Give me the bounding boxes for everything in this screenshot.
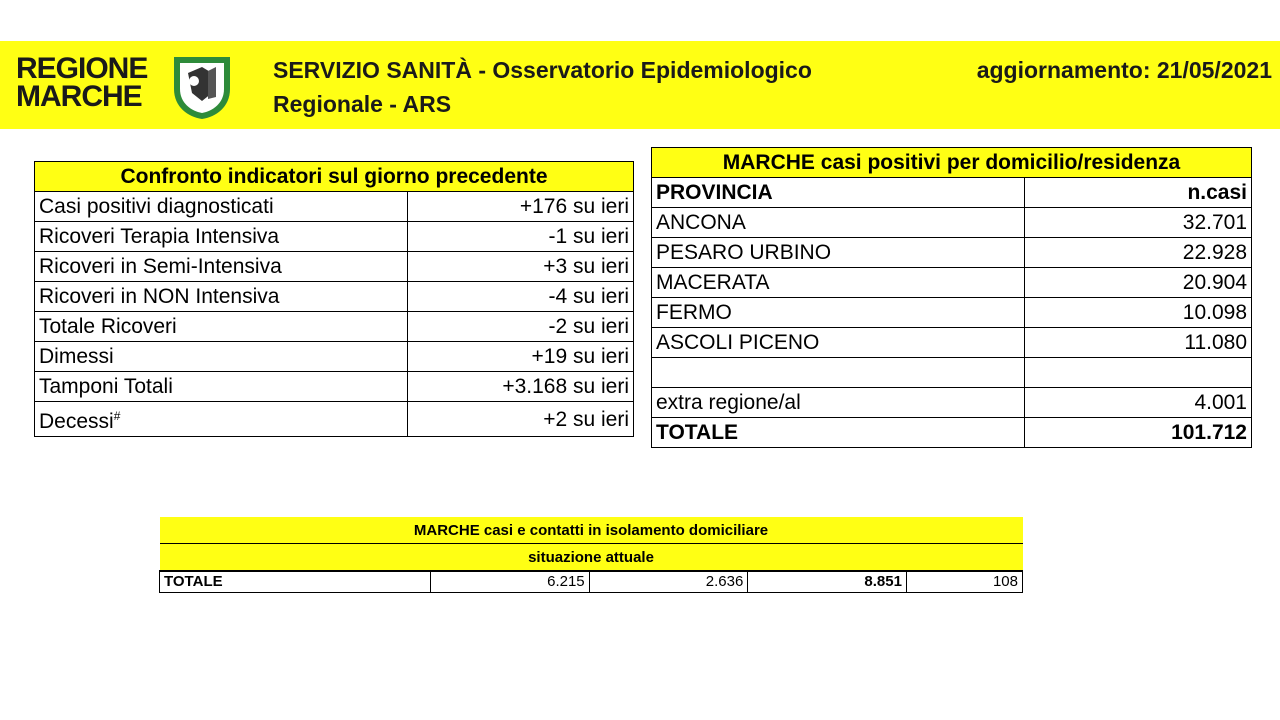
province-cases: 10.098 — [1025, 298, 1252, 328]
indicator-row — [35, 192, 634, 222]
logo-line-2: MARCHE — [16, 80, 142, 113]
provinces-total-label: TOTALE — [652, 418, 1025, 448]
indicator-label — [35, 372, 408, 402]
indicator-label-text: Totale Ricoveri — [39, 315, 177, 338]
isolation-value-cell: 2.636 — [589, 571, 748, 593]
indicator-row — [35, 252, 634, 282]
indicator-label-text: Tamponi Totali — [39, 375, 173, 398]
provinces-table-body — [652, 208, 1252, 418]
provinces-table — [651, 147, 1252, 448]
isolation-value-cell: 8.851 — [748, 571, 907, 593]
province-name: ASCOLI PICENO — [652, 328, 1025, 358]
province-name — [652, 358, 1025, 388]
indicator-value: +2 su ieri — [408, 402, 634, 437]
logo-line-1: REGIONE — [16, 52, 148, 85]
indicator-value: -1 su ieri — [408, 222, 634, 252]
indicators-table — [34, 161, 634, 437]
region-emblem-icon — [168, 53, 236, 121]
isolation-value-cell: 6.215 — [431, 571, 590, 593]
footnote-marker: # — [113, 409, 121, 423]
province-row — [652, 238, 1252, 268]
indicator-value: +19 su ieri — [408, 342, 634, 372]
province-row — [652, 328, 1252, 358]
province-name: ANCONA — [652, 208, 1025, 238]
province-row — [652, 358, 1252, 388]
isolation-value-cell: 108 — [906, 571, 1022, 593]
indicator-label-text: Decessi — [39, 410, 114, 433]
update-date: aggiornamento: 21/05/2021 — [976, 57, 1272, 83]
isolation-table — [159, 517, 1023, 593]
isolation-total-row — [160, 571, 1023, 593]
indicators-table-body — [35, 192, 634, 437]
header-title — [273, 53, 812, 121]
indicator-label-text: Ricoveri in NON Intensiva — [39, 285, 280, 308]
isolation-table-title: MARCHE casi e contatti in isolamento domiciliare — [160, 517, 1023, 544]
indicator-label-text: Ricoveri in Semi-Intensiva — [39, 255, 282, 278]
province-cases: 32.701 — [1025, 208, 1252, 238]
indicator-row — [35, 222, 634, 252]
indicator-label-text: Casi positivi diagnosticati — [39, 195, 274, 218]
indicator-label — [35, 222, 408, 252]
indicator-label-text: Ricoveri Terapia Intensiva — [39, 225, 280, 248]
indicator-label — [35, 252, 408, 282]
province-row — [652, 268, 1252, 298]
provinces-table-title: MARCHE casi positivi per domicilio/residenza — [652, 148, 1252, 178]
indicator-row — [35, 372, 634, 402]
provinces-total-value: 101.712 — [1025, 418, 1252, 448]
province-name: PESARO URBINO — [652, 238, 1025, 268]
indicator-label-text: Dimessi — [39, 345, 114, 368]
province-row — [652, 388, 1252, 418]
indicators-table-title: Confronto indicatori sul giorno precedente — [35, 162, 634, 192]
indicator-value: +176 su ieri — [408, 192, 634, 222]
indicator-row — [35, 312, 634, 342]
province-row — [652, 298, 1252, 328]
province-cases: 11.080 — [1025, 328, 1252, 358]
province-name: extra regione/al — [652, 388, 1025, 418]
province-row — [652, 208, 1252, 238]
column-header-casi: n.casi — [1025, 178, 1252, 208]
indicator-value: +3 su ieri — [408, 252, 634, 282]
column-header-provincia: PROVINCIA — [652, 178, 1025, 208]
indicator-row — [35, 282, 634, 312]
indicator-label — [35, 312, 408, 342]
indicator-row — [35, 342, 634, 372]
isolation-total-label: TOTALE — [160, 571, 431, 593]
indicator-label — [35, 282, 408, 312]
province-name: MACERATA — [652, 268, 1025, 298]
province-name: FERMO — [652, 298, 1025, 328]
indicator-value: -4 su ieri — [408, 282, 634, 312]
province-cases: 4.001 — [1025, 388, 1252, 418]
province-cases: 20.904 — [1025, 268, 1252, 298]
province-cases — [1025, 358, 1252, 388]
header-title-line-2: Regionale - ARS — [273, 91, 452, 117]
indicator-value: -2 su ieri — [408, 312, 634, 342]
indicator-row — [35, 402, 634, 437]
indicator-label — [35, 342, 408, 372]
region-logo-text — [16, 52, 148, 113]
indicator-label — [35, 192, 408, 222]
indicator-value: +3.168 su ieri — [408, 372, 634, 402]
header-banner — [0, 41, 1280, 129]
indicator-label — [35, 402, 408, 437]
isolation-table-subtitle: situazione attuale — [160, 544, 1023, 572]
header-title-line-1: SERVIZIO SANITÀ - Osservatorio Epidemiologico — [273, 57, 812, 83]
province-cases: 22.928 — [1025, 238, 1252, 268]
